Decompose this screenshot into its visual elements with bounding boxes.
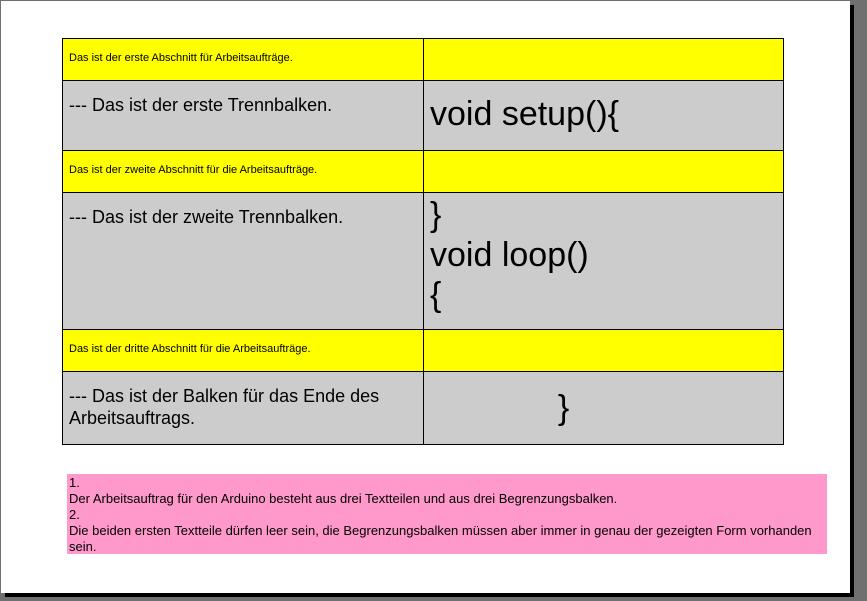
section-row-1 (63, 39, 784, 81)
note-text-2: Die beiden ersten Textteile dürfen leer sein, die Begrenzungsbalken müssen aber immer in genau der gezeigten Form vorhanden sein. (69, 523, 812, 554)
separator-row-3 (63, 372, 784, 445)
note-text-1: Der Arbeitsauftrag für den Arduino besteht aus drei Textteilen und aus drei Begrenzungsbalken. (69, 491, 618, 506)
section-row-2 (63, 151, 784, 193)
separator-row-1 (63, 81, 784, 151)
separator-2-label: --- Das ist der zweite Trennbalken. (69, 207, 344, 227)
note-number-1: 1. (69, 475, 80, 490)
separator-row-2 (63, 193, 784, 330)
note-number-2: 2. (69, 507, 80, 522)
section-2-label: Das ist der zweite Abschnitt für die Arbeitsaufträge. (69, 164, 318, 176)
section-2-right (424, 151, 784, 193)
separator-2-code-line-1: } (430, 196, 442, 234)
section-3-label: Das ist der dritte Abschnitt für die Arbeitsaufträge. (69, 343, 311, 355)
work-order-table (62, 38, 784, 445)
section-row-3 (63, 330, 784, 372)
notes-box (67, 474, 827, 554)
separator-2-code-line-2: void loop() (430, 236, 589, 274)
separator-1-label: --- Das ist der erste Trennbalken. (69, 95, 333, 115)
separator-3-code-line-1: } (557, 389, 570, 427)
separator-2-code-line-3: { (430, 276, 442, 314)
document-page (1, 1, 850, 593)
section-3-right (424, 330, 784, 372)
separator-3-label: --- Das ist der Balken für das Ende des Arbeitsauftrags. (69, 386, 380, 428)
section-1-label: Das ist der erste Abschnitt für Arbeitsaufträge. (69, 52, 293, 64)
section-1-right (424, 39, 784, 81)
separator-1-code-line-1: void setup(){ (430, 95, 619, 133)
